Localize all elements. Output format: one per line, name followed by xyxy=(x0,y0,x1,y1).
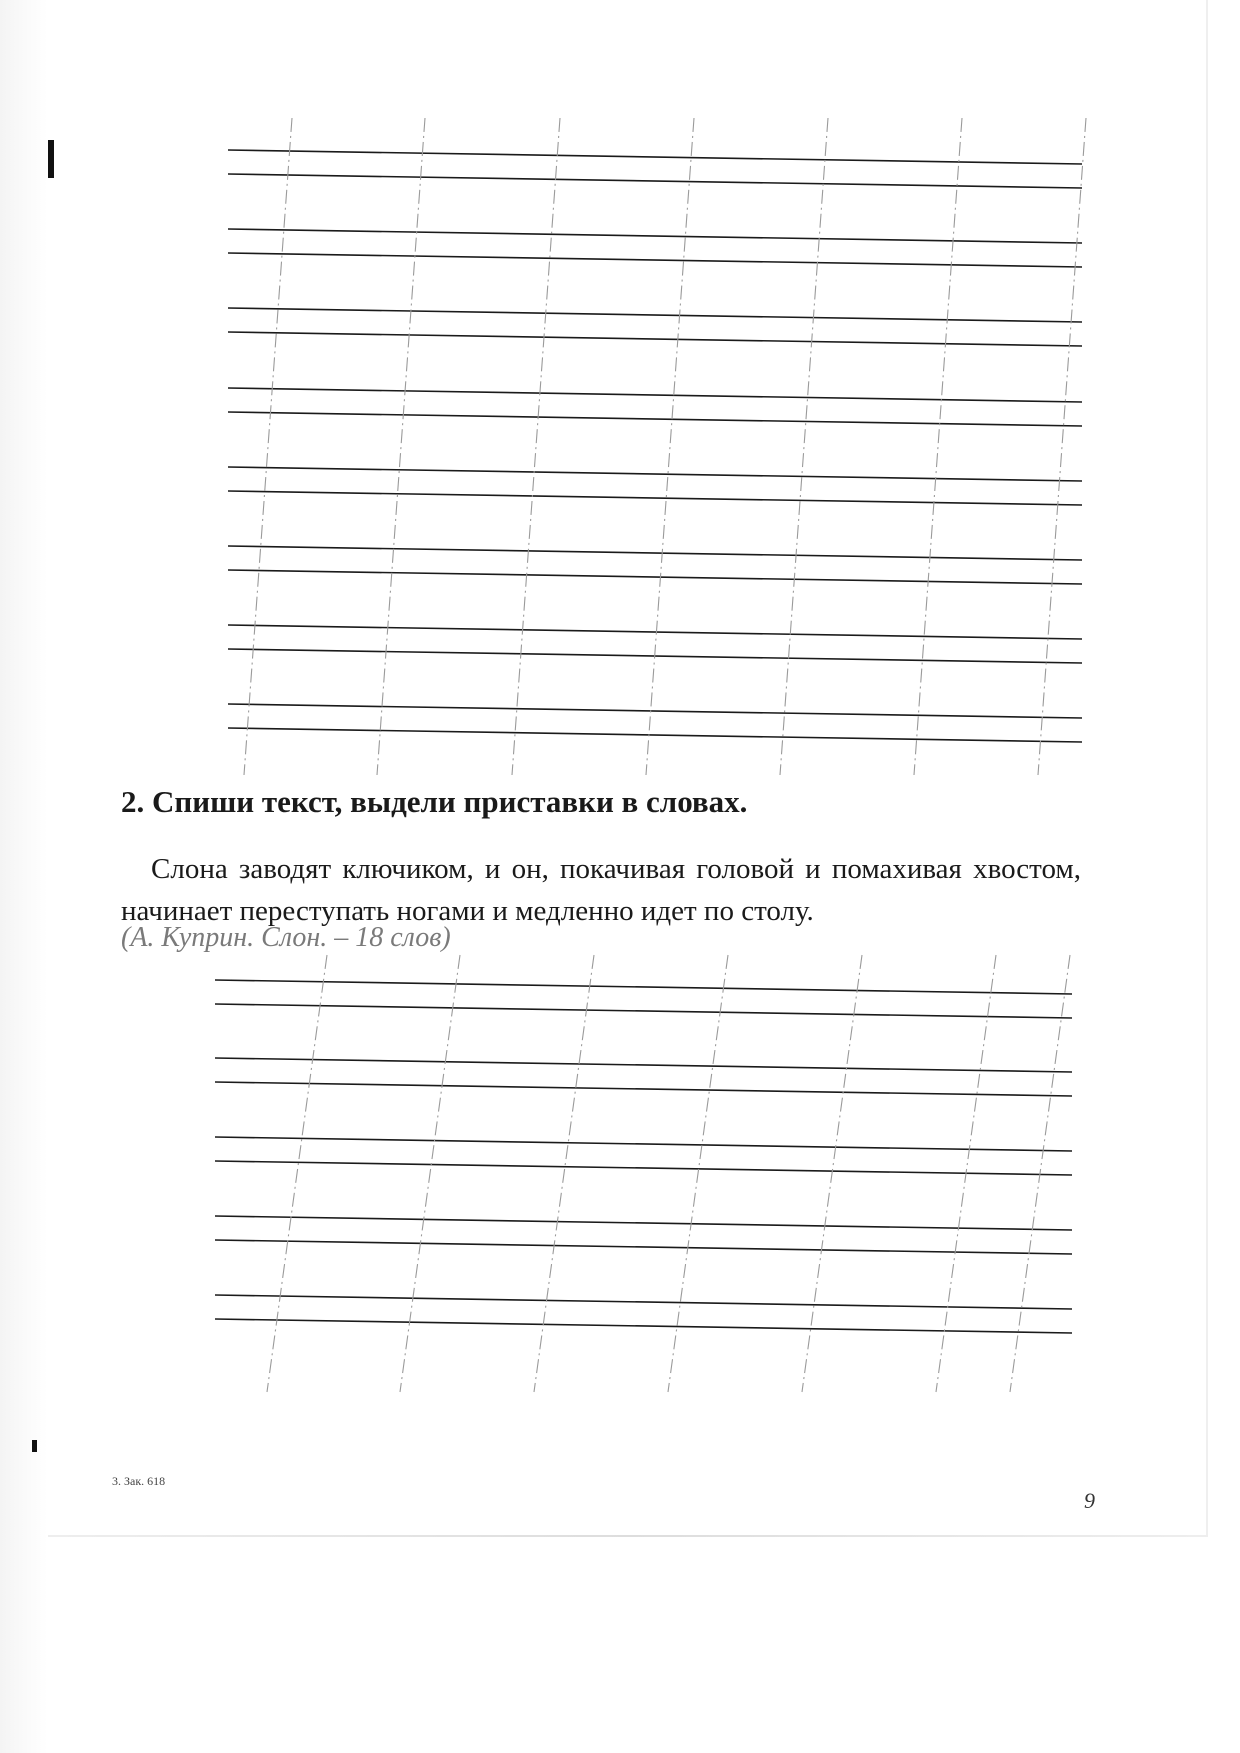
slant-guide-line xyxy=(400,955,460,1392)
rule-line xyxy=(215,980,1072,994)
print-order-code: 3. Зак. 618 xyxy=(112,1474,166,1488)
slant-guide-line xyxy=(267,955,327,1392)
text-source-citation: (А. Куприн. Слон. – 18 слов) xyxy=(121,922,451,953)
rule-line xyxy=(215,1082,1072,1096)
page-number: 9 xyxy=(1084,1488,1095,1513)
rule-line xyxy=(215,1216,1072,1230)
slant-guide-line xyxy=(802,955,862,1392)
slant-guide-line xyxy=(534,955,594,1392)
rule-line xyxy=(215,1319,1072,1333)
rule-line xyxy=(215,1295,1072,1309)
task-text-paragraph: Слона заводят ключиком, и он, покачивая головой и помахивая хвостом, начинает переступать ногами и медленно идет по столу. xyxy=(121,853,1081,927)
rule-line xyxy=(215,1058,1072,1072)
rule-line xyxy=(215,1137,1072,1151)
rule-line xyxy=(215,1161,1072,1175)
rule-line xyxy=(215,1240,1072,1254)
task-title: 2. Спиши текст, выдели приставки в словах. xyxy=(121,784,748,819)
rule-line xyxy=(215,1004,1072,1018)
